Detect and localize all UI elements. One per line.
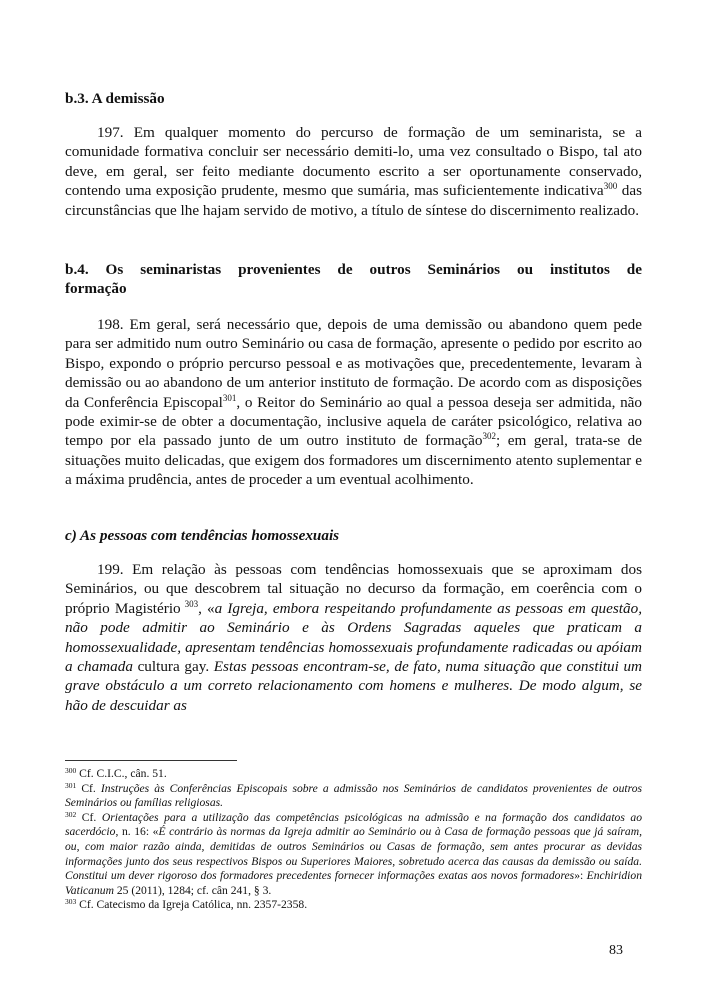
footnote-text: É contrário às normas da Igreja admitir ao Seminário ou à Casa de formação pessoas que já saíram, ou, com maior razão ainda, demitidas de outros Seminários ou Casas de formação, sem antes procurar as devidas informações junto dos seus respectivos Bispos ou Superiores Maiores, sobretudo acerca das causas da demissão ou saída. Constitui um dever rigoroso dos formadores precedentes fornecer informações exatas aos novos formadores [65,825,642,883]
footnote-301 [65,782,642,811]
footnote-number: 300 [65,766,77,775]
footnote-302 [65,811,642,899]
footnote-text: Instruções às Conferências Episcopais sobre a admissão nos Seminários de candidatos provenientes de outros Seminários ou famílias religiosas. [65,781,642,810]
footnote-text: Orientações para a utilização das competências psicológicas na admissão e na formação dos candidatos ao sacerdócio [65,810,643,839]
footnote-text: Cf. C.I.C., cân. 51. [76,767,167,780]
paragraph-198 [65,315,642,490]
page-number: 83 [609,943,623,958]
paragraph-199 [65,560,642,715]
paragraph-text: 197. Em qualquer momento do percurso de formação de um seminarista, se a comunidade formativa concluir ser necessário demiti-lo, uma vez consultado o Bispo, tal ato deve, em geral, ser feito mediante documento escrito a ser oportunamente conservado, contendo uma exposição prudente, mesmo que sumária, mas suficientemente indicativa [65,124,642,200]
paragraph-text: 199. Em relação às pessoas com tendências homossexuais que se aproximam dos Seminários, ou que descobrem tal situação no decurso da formação, em coerência com o próprio Magistério [65,561,642,617]
footnote-text: »: [574,869,587,883]
footnote-text: Cf. [76,810,102,824]
footnote-text: Cf. Catecismo da Igreja Católica, nn. 2357-2358. [76,898,308,912]
section-heading-b3: b.3. A demissão [65,90,165,107]
paragraph-text: , « [198,599,215,617]
footnote-number: 301 [65,780,77,790]
quote-text: Estas pessoas encontram-se, de fato, numa situação que constitui um grave obstáculo a um correto relacionamento com homens e mulheres. De modo algum, se hão de descuidar as [65,658,642,714]
footnote-number: 303 [65,897,77,907]
footnote-text: Cf. [76,781,101,795]
footnote-text: Enchiridion Vaticanum [65,869,642,897]
section-heading-c: c) As pessoas com tendências homossexuais [65,527,340,544]
paragraph-text: , o Reitor do Seminário ao qual a pessoa deseja ser admitida, não pode eximir-se de obter a documentação, inclusive aquela de caráter psicológico, relativa ao tempo por ela passado junto de um outro instituto de formação [65,393,642,450]
footnote-number: 302 [65,809,77,819]
footnote-300 [65,767,642,782]
footnote-ref-302[interactable]: 302 [482,431,497,442]
paragraph-text: 198. Em geral, será necessário que, depois de uma demissão ou abandono quem pede para ser admitido num outro Seminário ou casa de formação, apresente o pedido por escrito ao Bispo, expondo o próprio percurso pessoal e as motivações que, precedentemente, levaram à demissão ou ao abandono de um anterior instituto de formação. De acordo com as disposições da Conferência Episcopal [65,316,642,411]
paragraph-text: ; em geral, trata-se de situações muito delicadas, que exigem dos formadores um discernimento atento suplementar e a máxima prudência, antes de proceder a um eventual acolhimento. [65,432,642,489]
paragraph-text: cultura gay. [132,658,214,676]
footnote-ref-301[interactable]: 301 [222,392,237,403]
footnote-ref-303[interactable]: 303 [184,598,199,609]
footnote-ref-300[interactable]: 300 [603,181,618,192]
quote-text: a Igreja, embora respeitando profundamente as pessoas em questão, não pode admitir ao Seminário e às Ordens Sagradas aqueles que praticam a homossexualidade, apresentam tendências homossexuais profundamente radicadas ou apóiam a chamada [65,599,643,676]
footnotes [65,767,642,913]
footnote-separator [65,760,237,761]
footnote-text: 25 (2011), 1284; cf. cân 241, § 3. [113,883,272,897]
footnote-303 [65,898,642,913]
section-heading-b4: b.4. Os seminaristas provenientes de outros Seminários ou institutos de formação [65,261,642,297]
paragraph-text: das circunstâncias que lhe hajam servido de motivo, a título de síntese do discernimento realizado. [65,182,642,219]
paragraph-197 [65,123,642,220]
footnote-text: , n. 16: « [115,825,159,839]
